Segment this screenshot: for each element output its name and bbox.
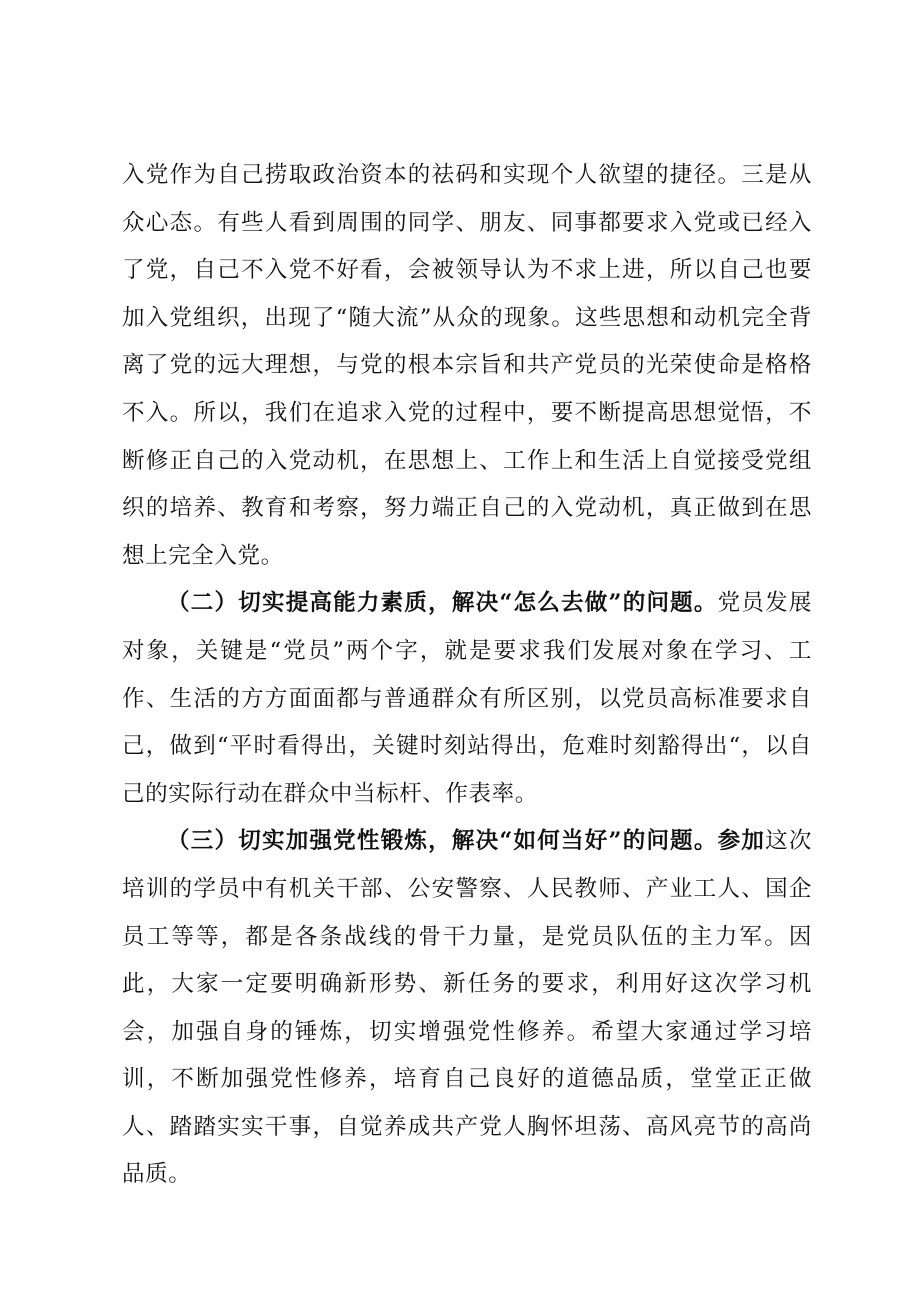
paragraph-1 <box>122 152 812 580</box>
document-body <box>122 152 812 1199</box>
paragraph-3 <box>122 818 812 1199</box>
paragraph-3-heading: （三）切实加强党性锻炼，解决“如何当好”的问题。参加 <box>167 828 766 855</box>
paragraph-2 <box>122 580 812 818</box>
paragraph-2-heading: （二）切实提高能力素质，解决“怎么去做”的问题。 <box>167 590 718 617</box>
paragraph-2-text: 党员发展对象，关键是“党员”两个字，就是要求我们发展对象在学习、工作、生活的方方面面都与普通群众有所区别，以党员高标准要求自己，做到“平时看得出，关键时刻站得出，危难时刻豁得出“，以自己的实际行动在群众中当标杆、作表率。 <box>122 590 812 807</box>
paragraph-3-text: 这次培训的学员中有机关干部、公安警察、人民教师、产业工人、国企员工等等，都是各条战线的骨干力量，是党员队伍的主力军。因此，大家一定要明确新形势、新任务的要求，利用好这次学习机会，加强自身的锤炼，切实增强党性修养。希望大家通过学习培训，不断加强党性修养，培育自己良好的道德品质，堂堂正正做人、踏踏实实干事，自觉养成共产党人胸怀坦荡、高风亮节的高尚品质。 <box>122 828 812 1188</box>
paragraph-1-text: 入党作为自己捞取政治资本的祛码和实现个人欲望的捷径。三是从众心态。有些人看到周围的同学、朋友、同事都要求入党或已经入了党，自己不入党不好看，会被领导认为不求上进，所以自己也要加入党组织，出现了“随大流”从众的现象。这些思想和动机完全背离了党的远大理想，与党的根本宗旨和共产党员的光荣使命是格格不入。所以，我们在追求入党的过程中，要不断提高思想觉悟，不断修正自己的入党动机，在思想上、工作上和生活上自觉接受党组织的培养、教育和考察，努力端正自己的入党动机，真正做到在思想上完全入党。 <box>122 162 812 569</box>
